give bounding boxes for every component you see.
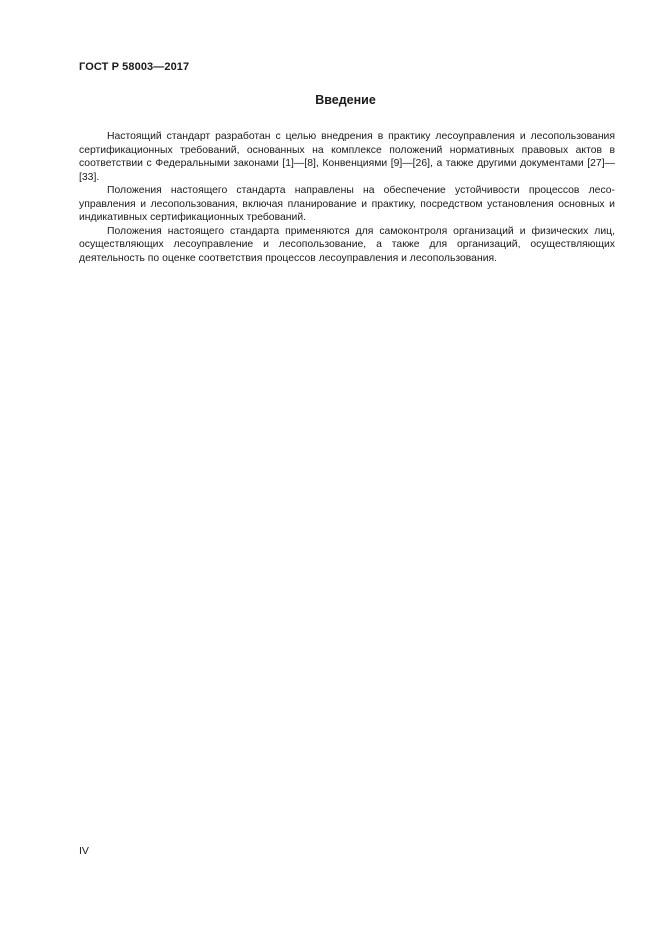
document-code: ГОСТ Р 58003—2017 xyxy=(79,61,190,73)
section-title: Введение xyxy=(315,93,376,107)
page-number: IV xyxy=(79,845,89,857)
paragraph: Положения настоящего стандарта применяются для самоконтроля организаций и физических лиц, осуществляющих лесоуправление и лесопользование, а также для организаций, осуществляющих деятельность по оценке соответствия процессов лесоуправления и лесопользования. xyxy=(79,225,615,264)
body-text xyxy=(79,130,615,265)
paragraph: Настоящий стандарт разработан с целью внедрения в практику лесоуправления и лесопользования сертификационных требований, основанных на комплексе положений нормативных правовых актов в соответствии с Федеральными законами [1]—[8], Конвенциями [9]—[26], а также другими документами [27]—[33]. xyxy=(79,131,615,183)
paragraph: Положения настоящего стандарта направлены на обеспечение устойчивости процессов лесоуправления и лесопользования, включая планирование и практику, посредством установления основных и индикативных сертификационных требований. xyxy=(79,185,615,223)
